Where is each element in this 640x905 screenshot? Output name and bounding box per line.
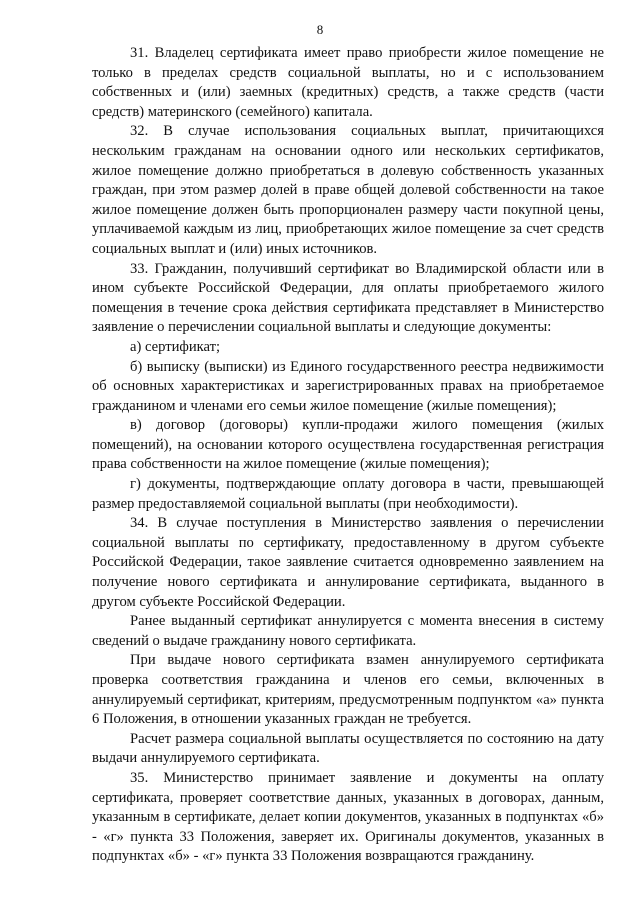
document-body bbox=[92, 44, 604, 867]
paragraph-34-calculation: Расчет размера социальной выплаты осуществляется по состоянию на дату выдачи аннулируемого сертификата. bbox=[92, 730, 604, 767]
paragraph-34: 34. В случае поступления в Министерство заявления о перечислении социальной выплаты по сертификату, предоставленному в другом субъекте Российской Федерации, такое заявление считается одновременно заявлением на получение нового сертификата и аннулирование сертификата, выданного в другом субъекте Российской Федерации. bbox=[92, 515, 604, 610]
list-item-v: в) договор (договоры) купли-продажи жилого помещения (жилых помещений), на основании которого осуществлена государственная регистрация права собственности на жилое помещение (жилые помещения); bbox=[92, 417, 604, 473]
paragraph-34-annulment: Ранее выданный сертификат аннулируется с момента внесения в систему сведений о выдаче гражданину нового сертификата. bbox=[92, 613, 604, 649]
paragraph-35: 35. Министерство принимает заявление и документы на оплату сертификата, проверяет соответствие данных, указанных в договорах, данным, указанным в сертификате, делает копии документов, указанных в подпунктах «б» - «г» пункта 33 Положения, заверяет их. Оригиналы документов, указанных в подпунктах «б» - «г» пункта 33 Положения возвращаются гражданину. bbox=[92, 769, 604, 865]
paragraph-33: 33. Гражданин, получивший сертификат во Владимирской области или в ином субъекте Российской Федерации, для оплаты приобретаемого жилого помещения в течение срока действия сертификата представляет в Министерство заявление о перечислении социальной выплаты и следующие документы: bbox=[92, 260, 604, 336]
paragraph-34-verification: При выдаче нового сертификата взамен аннулируемого сертификата проверка соответствия гражданина и членов его семьи, включенных в аннулируемый сертификат, критериям, предусмотренным подпунктом «а» пункта 6 Положения, в отношении указанных граждан не требуется. bbox=[92, 652, 604, 728]
list-item-b: б) выписку (выписки) из Единого государственного реестра недвижимости об основных характеристиках и зарегистрированных правах на приобретаемое гражданином и членами его семьи жилое помещение (жилые помещения); bbox=[92, 358, 604, 414]
list-item-g: г) документы, подтверждающие оплату договора в части, превышающей размер предоставляемой социальной выплаты (при необходимости). bbox=[92, 476, 604, 512]
paragraph-32: 32. В случае использования социальных выплат, причитающихся нескольким гражданам на основании одного или нескольких сертификатов, жилое помещение должно приобретаться в долевую собственность указанных граждан, при этом размер долей в праве общей долевой собственности на такое жилое помещение должен быть пропорционален размеру части покупной цены, уплачиваемой каждым из лиц, приобретающих жилое помещение за счет средств социальных выплат и (или) иных источников. bbox=[92, 123, 604, 257]
paragraph-31: 31. Владелец сертификата имеет право приобрести жилое помещение не только в пределах средств социальной выплаты, но и с использованием собственных и (или) заемных (кредитных) средств, а также средств (части средств) материнского (семейного) капитала. bbox=[92, 45, 604, 120]
page-number: 8 bbox=[316, 22, 324, 37]
list-item-a: а) сертификат; bbox=[130, 338, 221, 355]
